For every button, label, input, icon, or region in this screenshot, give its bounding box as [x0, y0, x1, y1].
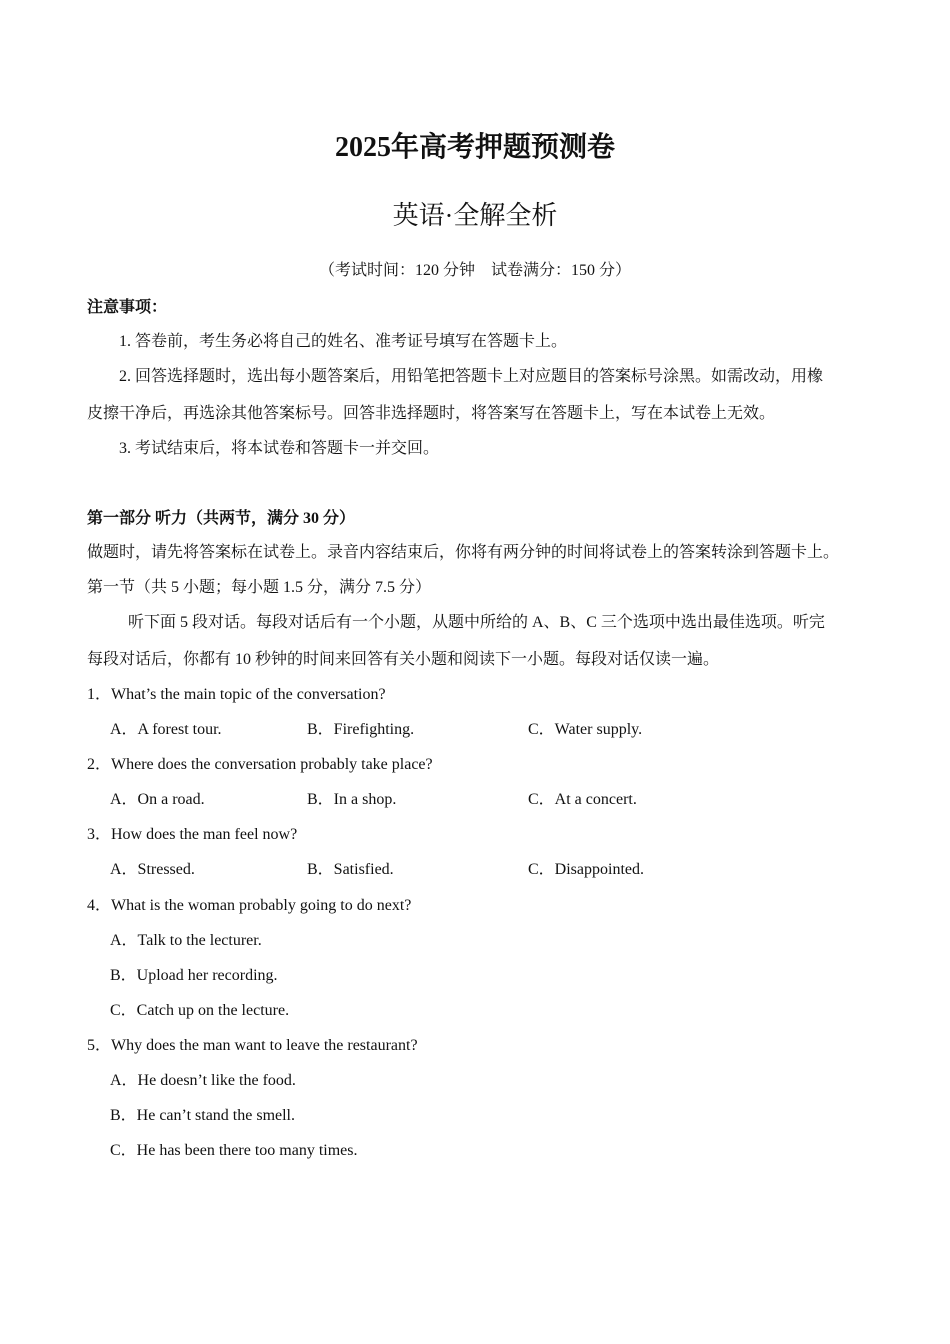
question-stem: 1．What’s the main topic of the conversation? — [87, 686, 386, 703]
question-stem: 4．What is the woman probably going to do next? — [87, 897, 412, 914]
question-option: B．Upload her recording. — [110, 967, 278, 984]
part-instruction: 做题时，请先将答案标在试卷上。录音内容结束后，你将有两分钟的时间将试卷上的答案转涂到答题卡上。 — [87, 544, 840, 561]
question-option: A．Stressed. — [110, 861, 195, 878]
page-title: 2025年高考押题预测卷 — [334, 132, 615, 163]
question-option: C．He has been there too many times. — [110, 1142, 358, 1159]
question-option: B．In a shop. — [307, 791, 397, 808]
page-subtitle: 英语·全解全析 — [392, 201, 558, 230]
part-heading: 第一部分 听力（共两节，满分 30 分） — [87, 510, 356, 527]
notice-item: 3. 考试结束后，将本试卷和答题卡一并交回。 — [119, 440, 440, 457]
question-option: C．Catch up on the lecture. — [110, 1002, 290, 1019]
question-option: C．Water supply. — [528, 721, 643, 738]
question-option: B．He can’t stand the smell. — [110, 1107, 296, 1124]
question-option: B．Satisfied. — [307, 861, 394, 878]
question-option: C．At a concert. — [528, 791, 637, 808]
section-directions: 听下面 5 段对话。每段对话后有一个小题，从题中所给的 A、B、C 三个选项中选出最佳选项。听完 — [128, 614, 825, 631]
notice-item: 2. 回答选择题时，选出每小题答案后，用铅笔把答题卡上对应题目的答案标号涂黑。如需改动，用橡 — [119, 368, 824, 385]
question-option: A．A forest tour. — [110, 721, 222, 738]
question-option: B．Firefighting. — [307, 721, 415, 738]
notice-heading: 注意事项： — [87, 299, 168, 316]
exam-info: （考试时间：120 分钟 试卷满分：150 分） — [318, 262, 631, 279]
question-option: A．On a road. — [110, 791, 205, 808]
question-option: A．Talk to the lecturer. — [110, 932, 262, 949]
question-option: A．He doesn’t like the food. — [110, 1072, 296, 1089]
question-stem: 2．Where does the conversation probably take place? — [87, 756, 433, 773]
question-option: C．Disappointed. — [528, 861, 644, 878]
question-stem: 3．How does the man feel now? — [87, 826, 298, 843]
question-stem: 5．Why does the man want to leave the restaurant? — [87, 1037, 418, 1054]
section-directions: 每段对话后，你都有 10 秒钟的时间来回答有关小题和阅读下一小题。每段对话仅读一遍。 — [87, 651, 720, 668]
notice-item: 皮擦干净后，再选涂其他答案标号。回答非选择题时，将答案写在答题卡上，写在本试卷上无效。 — [87, 405, 776, 422]
notice-item: 1. 答卷前，考生务必将自己的姓名、准考证号填写在答题卡上。 — [119, 333, 568, 350]
section-heading: 第一节（共 5 小题；每小题 1.5 分，满分 7.5 分） — [87, 579, 432, 596]
